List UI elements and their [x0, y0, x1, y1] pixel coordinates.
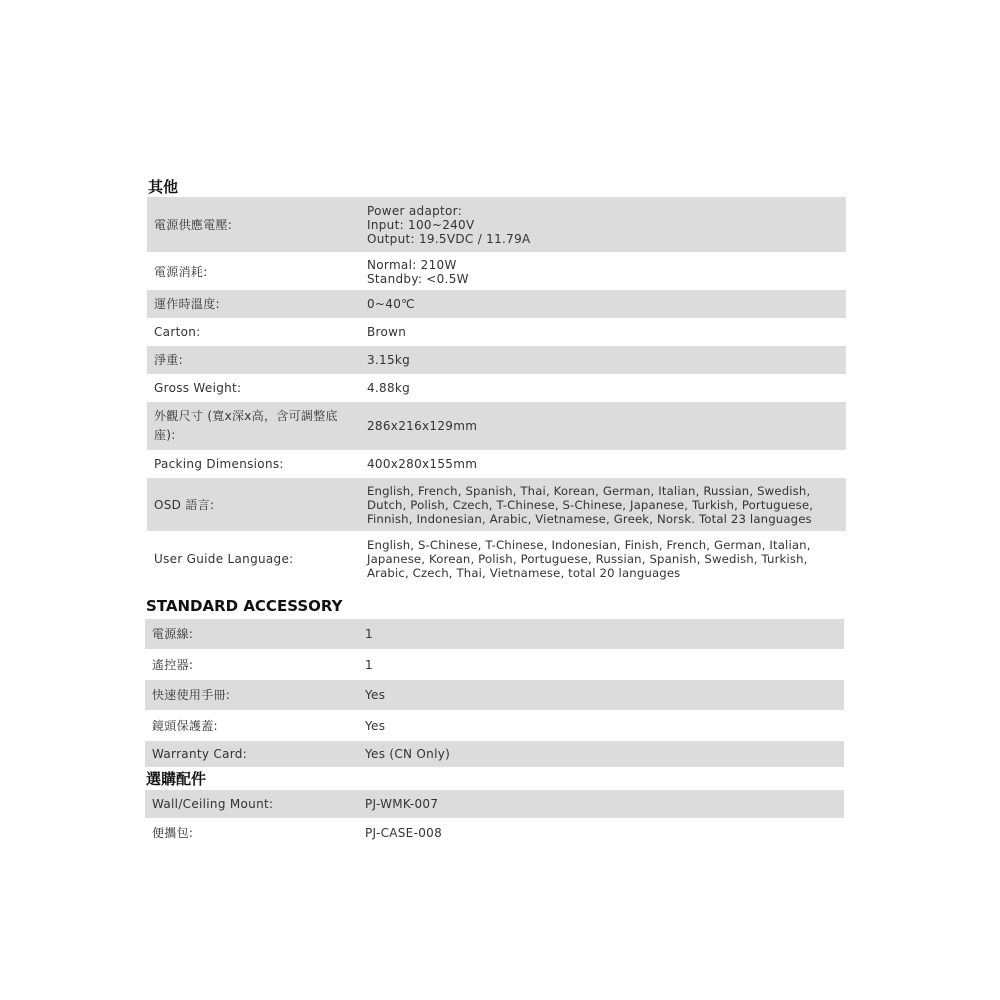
table-row [147, 197, 846, 252]
spec-table-optional-accessory [145, 790, 844, 848]
table-row [147, 318, 846, 346]
row-value: 4.88kg [367, 381, 411, 395]
section-title-standard-accessory: STANDARD ACCESSORY [146, 597, 343, 615]
row-value: 1 [357, 619, 844, 649]
row-label: 鏡頭保護蓋: [152, 718, 218, 733]
row-value: 286x216x129mm [359, 402, 846, 450]
row-label: OSD 語言: [147, 478, 359, 531]
row-label: Carton: [154, 325, 201, 339]
row-value: PJ-CASE-008 [365, 826, 442, 840]
row-value: Brown [367, 325, 407, 339]
table-row [145, 818, 844, 848]
row-value: 3.15kg [359, 346, 846, 374]
row-value: Yes [365, 718, 386, 733]
value-line: English, French, Spanish, Thai, Korean, German, Italian, Russian, Swedish, [367, 483, 811, 498]
table-row [145, 710, 844, 741]
value-line: English, S-Chinese, T-Chinese, Indonesian, Finish, French, German, Italian, [367, 538, 811, 552]
row-value: 0~40℃ [359, 290, 846, 318]
row-label: 淨重: [147, 346, 359, 374]
row-label: 遙控器: [152, 657, 194, 672]
row-value [359, 254, 846, 290]
row-value: Yes [357, 680, 844, 710]
value-line: Power adaptor: [367, 203, 463, 218]
row-label: 便攜包: [152, 826, 194, 840]
value-line: Dutch, Polish, Czech, T-Chinese, S-Chinese, Japanese, Turkish, Portuguese, [367, 497, 814, 512]
table-row [145, 680, 844, 710]
table-row [147, 346, 846, 374]
table-row [147, 478, 846, 531]
table-row [147, 290, 846, 318]
row-value [359, 533, 846, 585]
table-row [147, 374, 846, 402]
value-line: Standby: <0.5W [367, 272, 469, 286]
row-label: 電源線: [145, 619, 357, 649]
value-line: Normal: 210W [367, 258, 457, 272]
value-line: Arabic, Czech, Thai, Vietnamese, total 20 languages [367, 566, 681, 580]
table-row [147, 450, 846, 478]
table-row [145, 619, 844, 649]
row-label: Packing Dimensions: [154, 457, 284, 471]
table-row [147, 533, 846, 585]
row-value: 1 [365, 657, 373, 672]
value-line: Finnish, Indonesian, Arabic, Vietnamese, Greek, Norsk. Total 23 languages [367, 511, 812, 526]
section-title-optional-accessory: 選購配件 [146, 770, 207, 788]
row-label: Wall/Ceiling Mount: [145, 790, 357, 818]
row-label: 運作時溫度: [147, 290, 359, 318]
row-label: Gross Weight: [154, 381, 242, 395]
row-label: 快速使用手冊: [145, 680, 357, 710]
row-value [359, 478, 846, 531]
spec-table-standard-accessory [145, 619, 844, 767]
row-value: Yes (CN Only) [357, 741, 844, 767]
table-row [145, 790, 844, 818]
value-line: Japanese, Korean, Polish, Portuguese, Russian, Spanish, Swedish, Turkish, [367, 552, 808, 566]
value-line: Output: 19.5VDC / 11.79A [367, 231, 531, 246]
table-row [147, 402, 846, 450]
row-label: User Guide Language: [154, 552, 294, 566]
row-value [359, 197, 846, 252]
row-label: 電源消耗: [154, 265, 208, 279]
table-row [147, 254, 846, 290]
row-value: 400x280x155mm [367, 457, 478, 471]
table-row [145, 741, 844, 767]
row-label: 電源供應電壓: [147, 197, 359, 252]
table-row [145, 649, 844, 680]
row-label: 外觀尺寸 (寬x深x高，含可調整底座): [147, 402, 359, 450]
row-value: PJ-WMK-007 [357, 790, 844, 818]
value-line: Input: 100~240V [367, 217, 475, 232]
spec-table-other [147, 197, 846, 585]
row-label: Warranty Card: [145, 741, 357, 767]
section-title-other: 其他 [148, 178, 179, 196]
